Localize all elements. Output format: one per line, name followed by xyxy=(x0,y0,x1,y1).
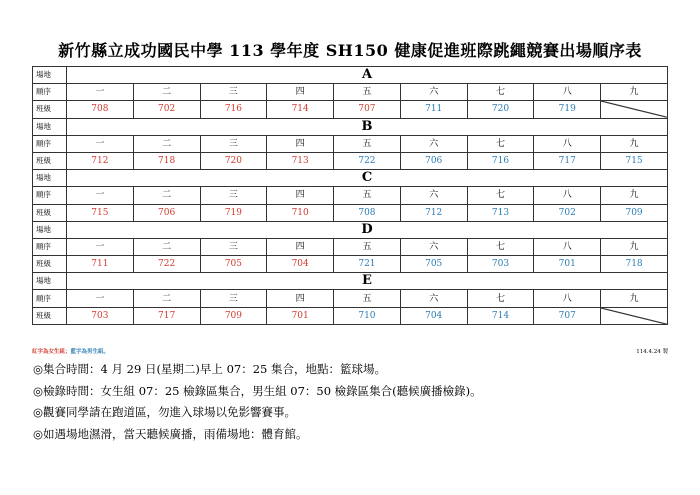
order-number: 六 xyxy=(400,84,467,101)
order-number: 六 xyxy=(400,238,467,255)
order-number: 五 xyxy=(334,135,401,152)
empty-slot-diagonal xyxy=(601,308,667,324)
order-number: 八 xyxy=(534,135,601,152)
class-number: 715 xyxy=(601,152,668,169)
venue-label: 場地 xyxy=(33,118,67,135)
order-number: 四 xyxy=(267,187,334,204)
venue-name: E xyxy=(67,273,668,290)
class-number: 705 xyxy=(200,256,267,273)
order-number: 四 xyxy=(267,290,334,307)
class-number: 711 xyxy=(400,101,467,118)
venue-row xyxy=(33,67,668,84)
order-number: 六 xyxy=(400,135,467,152)
venue-name: B xyxy=(67,118,668,135)
class-number: 702 xyxy=(534,204,601,221)
class-number: 705 xyxy=(400,256,467,273)
order-number: 五 xyxy=(334,290,401,307)
class-number: 715 xyxy=(67,204,134,221)
class-number: 709 xyxy=(601,204,668,221)
order-number: 三 xyxy=(200,187,267,204)
order-number: 五 xyxy=(334,238,401,255)
class-number: 717 xyxy=(534,152,601,169)
order-number: 四 xyxy=(267,238,334,255)
venue-label: 場地 xyxy=(33,67,67,84)
order-number: 七 xyxy=(467,238,534,255)
class-row xyxy=(33,152,668,169)
order-number: 二 xyxy=(133,135,200,152)
class-number: 717 xyxy=(133,307,200,324)
legend-row xyxy=(32,347,668,357)
venue-row xyxy=(33,170,668,187)
class-number: 704 xyxy=(400,307,467,324)
order-number: 九 xyxy=(601,290,668,307)
class-number: 709 xyxy=(200,307,267,324)
order-row xyxy=(33,187,668,204)
class-number: 701 xyxy=(267,307,334,324)
order-number: 六 xyxy=(400,187,467,204)
class-number: 701 xyxy=(534,256,601,273)
class-label: 班級 xyxy=(33,256,67,273)
note-rain-plan: ◎如遇場地濕滑，當天聽候廣播，雨備場地：體育館。 xyxy=(33,426,308,441)
page-title: 新竹縣立成功國民中學 113 學年度 SH150 健康促進班際跳繩競賽出場順序表 xyxy=(58,41,642,60)
class-number: 716 xyxy=(467,152,534,169)
note-spectators: ◎觀賽同學請在跑道區，勿進入球場以免影響賽事。 xyxy=(33,405,297,419)
order-number: 一 xyxy=(67,187,134,204)
class-number: 707 xyxy=(334,101,401,118)
class-label: 班級 xyxy=(33,307,67,324)
class-number: 716 xyxy=(200,101,267,118)
class-number: 712 xyxy=(400,204,467,221)
schedule-table xyxy=(32,66,668,325)
class-number: 708 xyxy=(334,204,401,221)
order-number: 一 xyxy=(67,290,134,307)
order-row xyxy=(33,290,668,307)
order-number: 二 xyxy=(133,187,200,204)
class-number: 714 xyxy=(267,101,334,118)
empty-slot xyxy=(601,307,668,324)
class-number: 712 xyxy=(67,152,134,169)
venue-name: D xyxy=(67,221,668,238)
order-number: 六 xyxy=(400,290,467,307)
order-number: 九 xyxy=(601,135,668,152)
class-number: 719 xyxy=(200,204,267,221)
order-number: 五 xyxy=(334,187,401,204)
class-number: 713 xyxy=(467,204,534,221)
class-number: 703 xyxy=(467,256,534,273)
class-number: 721 xyxy=(334,256,401,273)
order-number: 七 xyxy=(467,290,534,307)
order-number: 一 xyxy=(67,238,134,255)
venue-row xyxy=(33,118,668,135)
order-number: 九 xyxy=(601,187,668,204)
class-number: 718 xyxy=(601,256,668,273)
class-number: 720 xyxy=(467,101,534,118)
order-number: 八 xyxy=(534,187,601,204)
order-number: 三 xyxy=(200,238,267,255)
order-number: 三 xyxy=(200,135,267,152)
order-number: 七 xyxy=(467,84,534,101)
class-label: 班級 xyxy=(33,152,67,169)
order-number: 二 xyxy=(133,290,200,307)
color-legend xyxy=(32,347,109,355)
order-number: 五 xyxy=(334,84,401,101)
venue-row xyxy=(33,221,668,238)
order-number: 九 xyxy=(601,84,668,101)
empty-slot-diagonal xyxy=(601,101,667,117)
class-number: 718 xyxy=(133,152,200,169)
order-number: 一 xyxy=(67,84,134,101)
order-row xyxy=(33,135,668,152)
note-assembly-time: ◎集合時間：4 月 29 日(星期二)早上 07：25 集合，地點：籃球場。 xyxy=(33,362,386,376)
note-checkin-time: ◎檢錄時間：女生組 07：25 檢錄區集合，男生組 07：50 檢錄區集合(聽候廣播檢錄)。 xyxy=(33,383,482,398)
venue-label: 場地 xyxy=(33,170,67,187)
order-number: 七 xyxy=(467,135,534,152)
order-number: 七 xyxy=(467,187,534,204)
notes xyxy=(33,359,482,445)
venue-row xyxy=(33,273,668,290)
venue-name: C xyxy=(67,170,668,187)
class-number: 713 xyxy=(267,152,334,169)
class-number: 720 xyxy=(200,152,267,169)
class-number: 722 xyxy=(334,152,401,169)
order-label: 順序 xyxy=(33,135,67,152)
order-number: 二 xyxy=(133,84,200,101)
class-number: 703 xyxy=(67,307,134,324)
class-label: 班級 xyxy=(33,204,67,221)
class-number: 710 xyxy=(267,204,334,221)
class-row xyxy=(33,204,668,221)
order-label: 順序 xyxy=(33,84,67,101)
venue-label: 場地 xyxy=(33,273,67,290)
class-number: 710 xyxy=(334,307,401,324)
order-number: 二 xyxy=(133,238,200,255)
venue-name: A xyxy=(67,67,668,84)
class-number: 714 xyxy=(467,307,534,324)
class-row xyxy=(33,101,668,118)
order-number: 九 xyxy=(601,238,668,255)
order-number: 三 xyxy=(200,290,267,307)
order-number: 四 xyxy=(267,135,334,152)
order-number: 三 xyxy=(200,84,267,101)
order-label: 順序 xyxy=(33,187,67,204)
class-number: 722 xyxy=(133,256,200,273)
order-label: 順序 xyxy=(33,290,67,307)
venue-label: 場地 xyxy=(33,221,67,238)
class-number: 707 xyxy=(534,307,601,324)
class-number: 719 xyxy=(534,101,601,118)
made-date: 114.4.24 製 xyxy=(636,349,668,355)
order-row xyxy=(33,238,668,255)
class-number: 704 xyxy=(267,256,334,273)
class-row xyxy=(33,256,668,273)
order-number: 八 xyxy=(534,84,601,101)
class-row xyxy=(33,307,668,324)
class-number: 706 xyxy=(400,152,467,169)
order-number: 一 xyxy=(67,135,134,152)
order-row xyxy=(33,84,668,101)
class-number: 708 xyxy=(67,101,134,118)
class-number: 706 xyxy=(133,204,200,221)
class-number: 702 xyxy=(133,101,200,118)
legend-girls: 紅字為女生組； xyxy=(32,349,71,355)
order-label: 順序 xyxy=(33,238,67,255)
order-number: 八 xyxy=(534,290,601,307)
class-label: 班級 xyxy=(33,101,67,118)
order-number: 四 xyxy=(267,84,334,101)
class-number: 711 xyxy=(67,256,134,273)
legend-boys: 藍字為男生組。 xyxy=(70,349,110,355)
order-number: 八 xyxy=(534,238,601,255)
empty-slot xyxy=(601,101,668,118)
